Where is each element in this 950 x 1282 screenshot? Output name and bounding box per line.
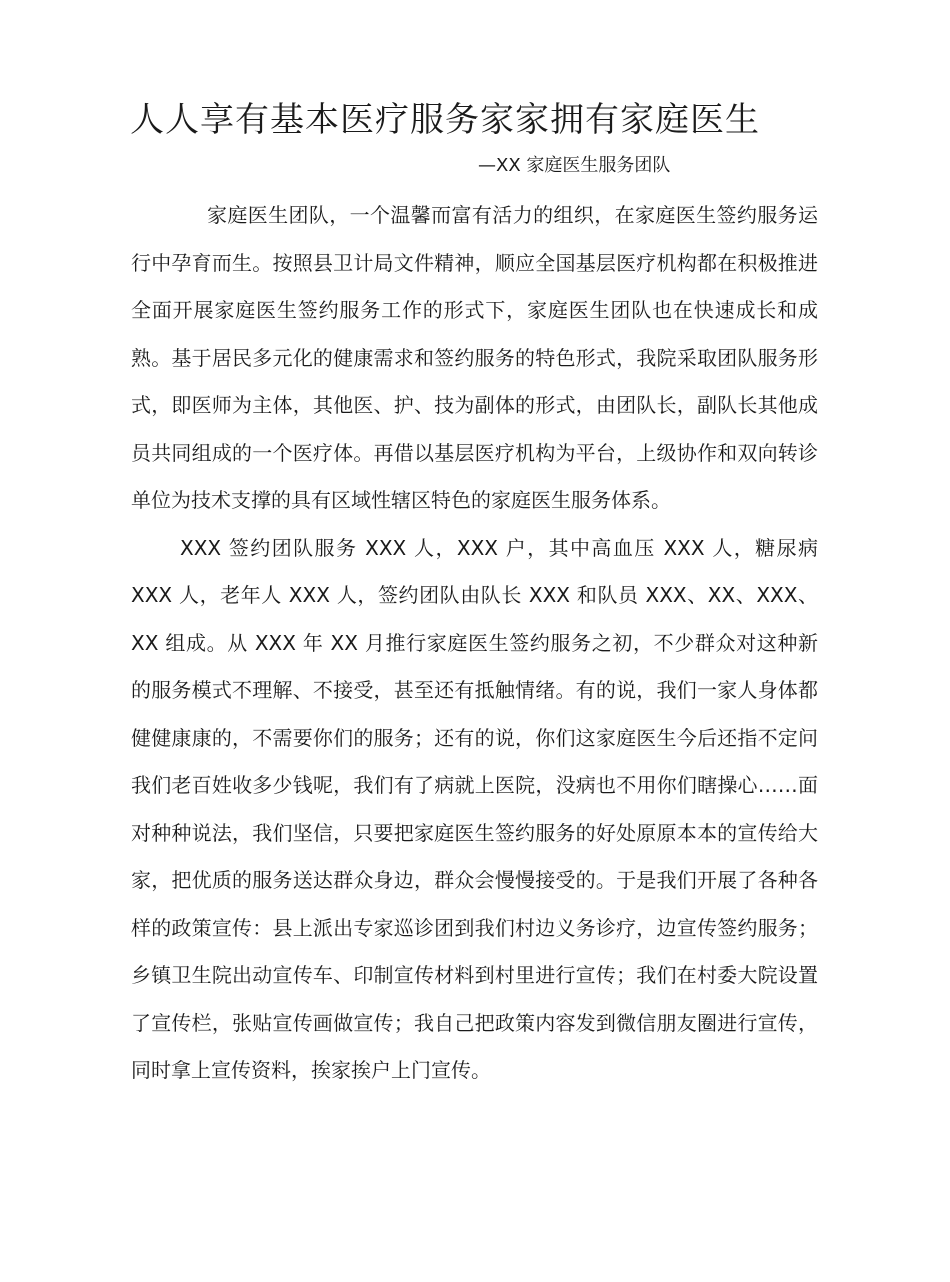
paragraph-team-service: XXX 签约团队服务 XXX 人，XXX 户，其中高血压 XXX 人，糖尿病 XXX 人，老年人 XXX 人，签约团队由队长 XXX 和队员 XXX、XX、XXX、XX 组成。从 XXX 年 XX 月推行家庭医生签约服务之初，不少群众对这种新的服务模式不理解、不接受，甚至还有抵触情绪。有的说，我们一家人身体都健健康康的，不需要你们的服务；还有的说，你们这家庭医生今后还指不定问我们老百姓收多少钱呢，我们有了病就上医院，没病也不用你们瞎操心……面对种种说法，我们坚信，只要把家庭医生签约服务的好处原原本本的宣传给大家，把优质的服务送达群众身边，群众会慢慢接受的。于是我们开展了各种各样的政策宣传：县上派出专家巡诊团到我们村边义务诊疗，边宣传签约服务；乡镇卫生院出动宣传车、印制宣传材料到村里进行宣传；我们在村委大院设置了宣传栏，张贴宣传画做宣传；我自己把政策内容发到微信朋友圈进行宣传，同时拿上宣传资料，挨家挨户上门宣传。 [131,535,818,1082]
paragraph-intro: 家庭医生团队，一个温馨而富有活力的组织，在家庭医生签约服务运行中孕育而生。按照县卫计局文件精神，顺应全国基层医疗机构都在积极推进全面开展家庭医生签约服务工作的形式下，家庭医生团队也在快速成长和成熟。基于居民多元化的健康需求和签约服务的特色形式，我院采取团队服务形式，即医师为主体，其他医、护、技为副体的形式，由团队长，副队长其他成员共同组成的一个医疗体。再借以基层医疗机构为平台，上级协作和双向转诊单位为技术支撑的具有区域性辖区特色的家庭医生服务体系。 [131,203,818,512]
document-body [131,192,818,1095]
document-title: 人人享有基本医疗服务家家拥有家庭医生 [130,100,760,140]
document-subtitle: —XX 家庭医生服务团队 [478,155,671,176]
